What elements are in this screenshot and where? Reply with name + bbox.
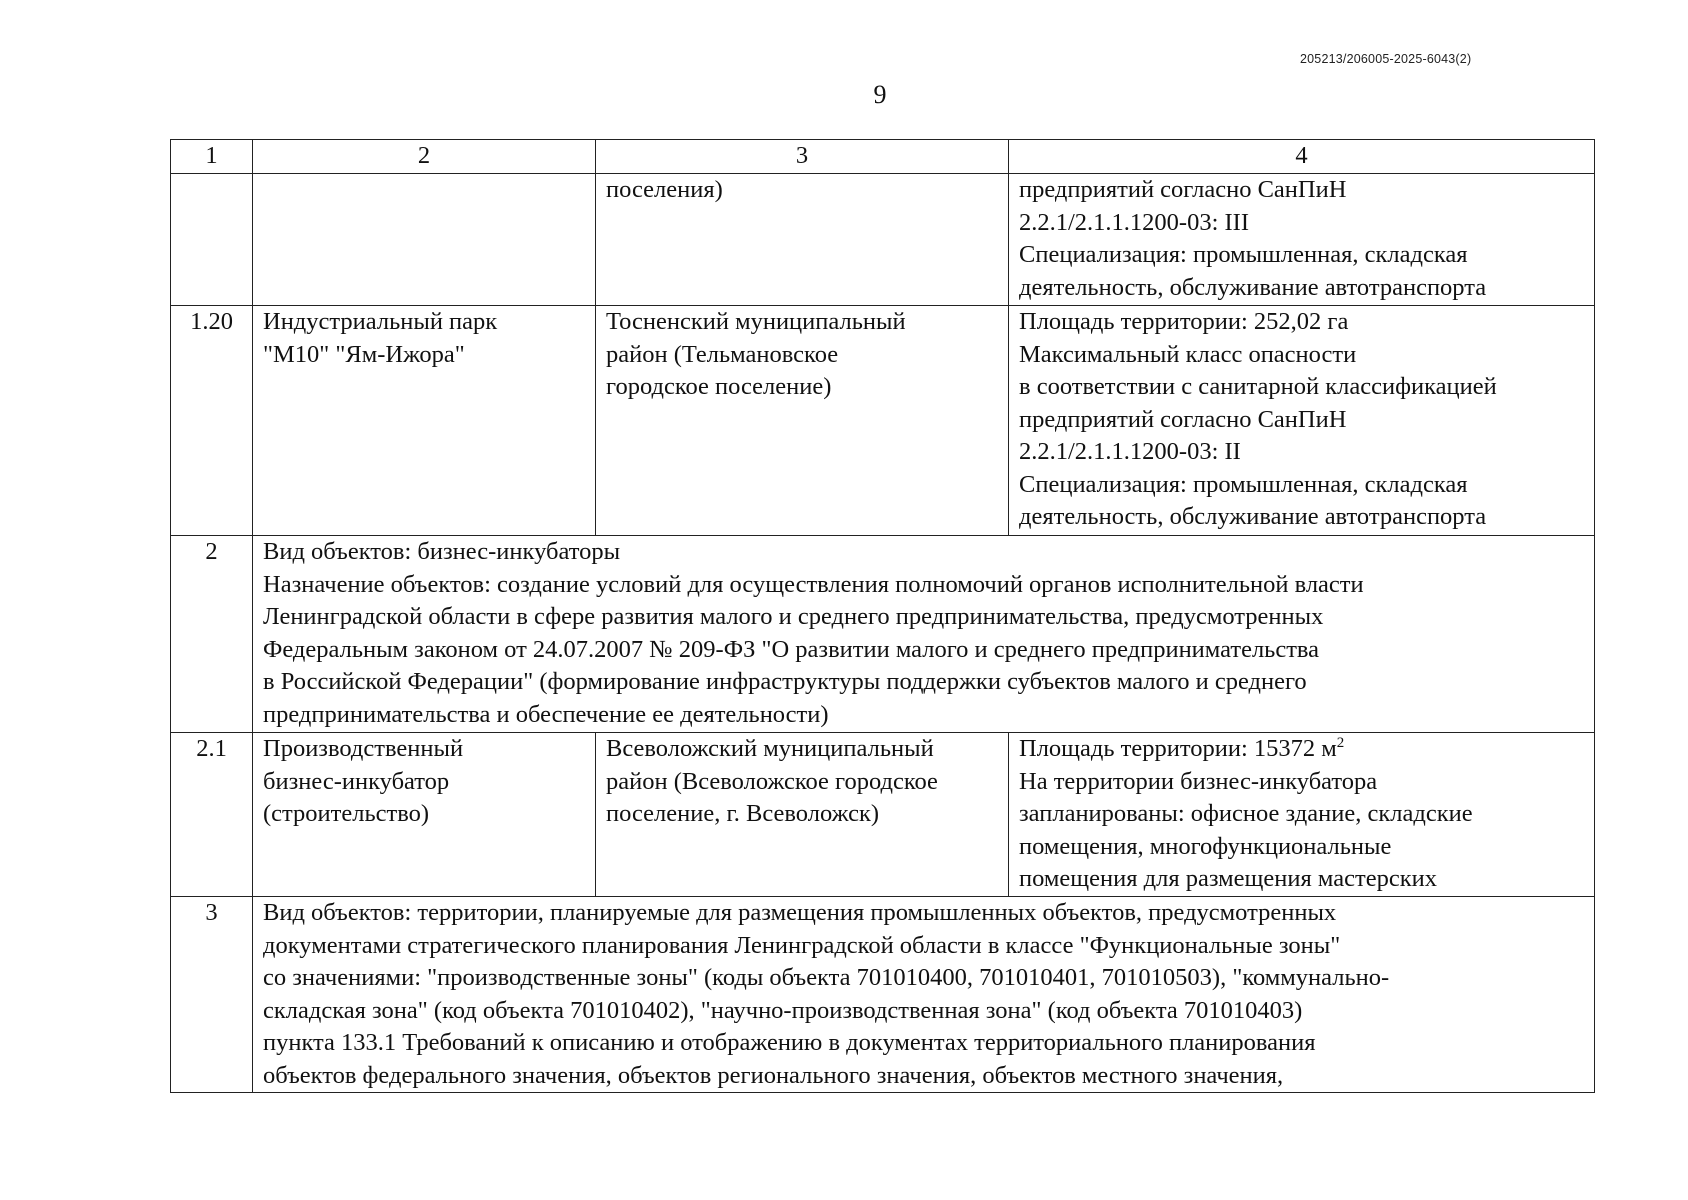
section-text-line: Вид объектов: территории, планируемые для размещения промышленных объектов, предусмотренных xyxy=(263,899,1337,926)
location-line: поселения) xyxy=(606,176,723,203)
details-line: Специализация: промышленная, складская xyxy=(1019,241,1468,268)
area-superscript: 2 xyxy=(1336,734,1345,751)
location-cell xyxy=(596,174,1009,306)
location-cell xyxy=(596,306,1009,536)
column-header-2: 2 xyxy=(253,140,596,174)
object-name-line: Индустриальный парк xyxy=(263,308,498,335)
location-line: район (Тельмановское xyxy=(606,340,839,368)
location-line: Всеволожский муниципальный xyxy=(606,735,934,762)
details-line: деятельность, обслуживание автотранспорта xyxy=(1019,503,1487,530)
section-text-line: со значениями: "производственные зоны" (коды объекта 701010400, 701010401, 701010503), "коммунально- xyxy=(263,964,1390,991)
details-line: На территории бизнес-инкубатора xyxy=(1019,767,1378,795)
section-description-cell xyxy=(253,536,1595,733)
table-row-2 xyxy=(171,536,1595,733)
section-text-line: в Российской Федерации" (формирование инфраструктуры поддержки субъектов малого и среднего xyxy=(263,668,1307,695)
section-text-line: Вид объектов: бизнес-инкубаторы xyxy=(263,538,621,565)
details-line: предприятий согласно СанПиН xyxy=(1019,405,1347,433)
row-number-cell: 3 xyxy=(171,897,253,1093)
object-name-line: (строительство) xyxy=(263,800,430,827)
details-line: помещения для размещения мастерских xyxy=(1019,865,1437,892)
section-text-line: складская зона" (код объекта 701010402), "научно-производственная зона" (код объекта 701010403) xyxy=(263,996,1303,1024)
section-description-cell xyxy=(253,897,1595,1093)
row-number-cell: 1.20 xyxy=(171,306,253,536)
section-text-line: предпринимательства и обеспечение ее деятельности) xyxy=(263,700,829,728)
column-header-4: 4 xyxy=(1009,140,1595,174)
details-line: запланированы: офисное здание, складские xyxy=(1019,800,1473,827)
details-line: помещения, многофункциональные xyxy=(1019,832,1392,860)
details-line: Максимальный класс опасности xyxy=(1019,340,1357,368)
details-line: Площадь территории: 252,02 га xyxy=(1019,308,1349,335)
section-text-line: объектов федерального значения, объектов регионального значения, объектов местного значения, xyxy=(263,1061,1284,1089)
column-header-3: 3 xyxy=(596,140,1009,174)
table-header-row xyxy=(171,140,1595,174)
section-text-line: Назначение объектов: создание условий для осуществления полномочий органов исполнительной власти xyxy=(263,570,1364,598)
area-text: Площадь территории: 15372 м xyxy=(1019,735,1337,762)
details-cell xyxy=(1009,174,1595,306)
area-line xyxy=(1019,733,1584,766)
details-line: 2.2.1/2.1.1.1200-03: III xyxy=(1019,208,1249,236)
details-line: деятельность, обслуживание автотранспорта xyxy=(1019,273,1487,301)
table-row-3 xyxy=(171,897,1595,1093)
column-header-1: 1 xyxy=(171,140,253,174)
location-line: поселение, г. Всеволожск) xyxy=(606,800,880,827)
location-line: Тосненский муниципальный xyxy=(606,308,906,335)
section-text-line: Ленинградской области в сфере развития малого и среднего предпринимательства, предусмотренных xyxy=(263,603,1324,630)
table-row-continued xyxy=(171,174,1595,306)
details-line: Специализация: промышленная, складская xyxy=(1019,470,1468,498)
details-line: предприятий согласно СанПиН xyxy=(1019,176,1347,203)
row-number-cell: 2.1 xyxy=(171,733,253,897)
page-number: 9 xyxy=(873,80,887,109)
object-name-line: бизнес-инкубатор xyxy=(263,767,450,795)
row-number-cell: 2 xyxy=(171,536,253,733)
section-text-line: Федеральным законом от 24.07.2007 № 209-ФЗ "О развитии малого и среднего предпринимательства xyxy=(263,635,1320,663)
object-name-line: "М10" "Ям-Ижора" xyxy=(263,340,465,368)
object-name-cell xyxy=(253,306,596,536)
table-row-2-1 xyxy=(171,733,1595,897)
object-name-line: Производственный xyxy=(263,735,464,762)
table-row-1-20 xyxy=(171,306,1595,536)
details-cell xyxy=(1009,733,1595,897)
location-line: городское поселение) xyxy=(606,373,832,400)
document-number: 205213/206005-2025-6043(2) xyxy=(1300,52,1472,66)
details-line: в соответствии с санитарной классификацией xyxy=(1019,373,1497,400)
details-line: 2.2.1/2.1.1.1200-03: II xyxy=(1019,438,1241,465)
location-line: район (Всеволожское городское xyxy=(606,767,938,795)
main-table xyxy=(170,139,1595,1093)
details-cell xyxy=(1009,306,1595,536)
section-text-line: документами стратегического планирования Ленинградской области в классе "Функциональные зоны" xyxy=(263,931,1341,959)
section-text-line: пункта 133.1 Требований к описанию и отображению в документах территориального планирования xyxy=(263,1029,1316,1056)
row-number-cell xyxy=(171,174,253,306)
location-cell xyxy=(596,733,1009,897)
object-name-cell xyxy=(253,174,596,306)
object-name-cell xyxy=(253,733,596,897)
